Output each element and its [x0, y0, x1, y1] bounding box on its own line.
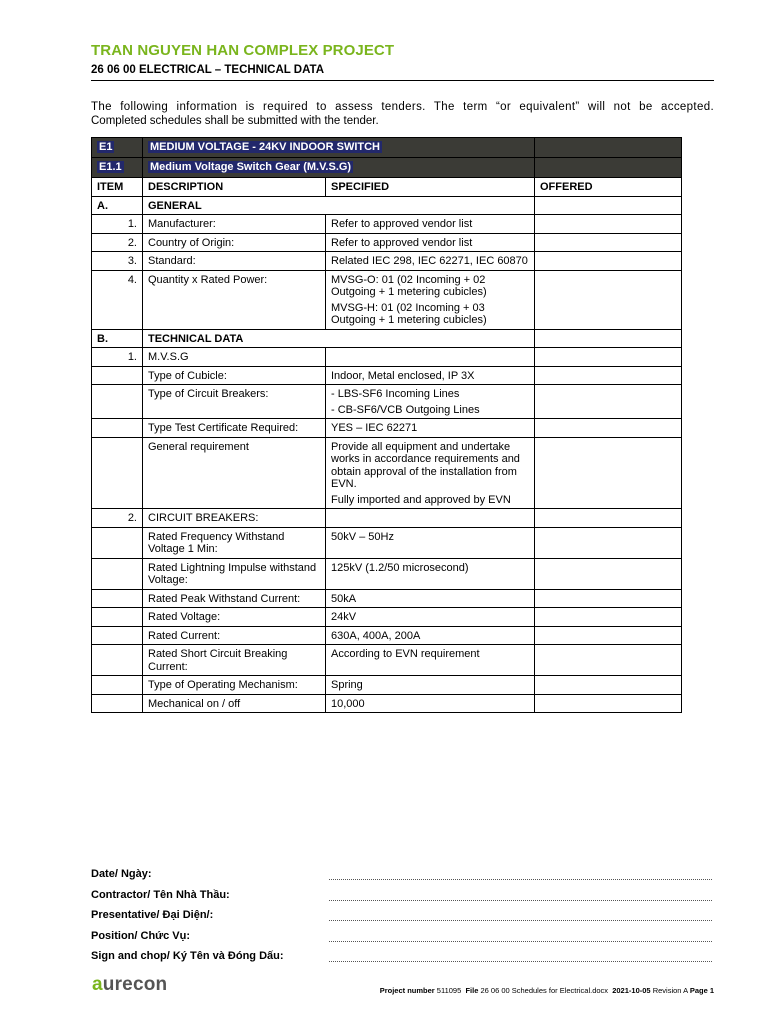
offered-cell	[535, 676, 682, 695]
offered-cell	[535, 558, 682, 589]
item-specified: 125kV (1.2/50 microsecond)	[326, 558, 535, 589]
section-heading: MEDIUM VOLTAGE - 24KV INDOOR SWITCH	[150, 141, 380, 153]
item-number	[92, 385, 143, 419]
offered-cell	[535, 252, 682, 271]
item-description: Type of Cubicle:	[143, 366, 326, 385]
subsection-band	[92, 158, 682, 178]
item-description: Rated Current:	[143, 626, 326, 645]
item-specified: Refer to approved vendor list	[326, 233, 535, 252]
item-description: Country of Origin:	[143, 233, 326, 252]
offered-cell	[535, 348, 682, 367]
offered-cell	[535, 233, 682, 252]
item-number	[92, 694, 143, 713]
signature-row-position	[91, 930, 714, 951]
project-number: 511095	[436, 986, 462, 995]
logo-mark: a	[92, 974, 103, 995]
table-row	[92, 676, 682, 695]
item-number	[92, 608, 143, 627]
group-title: TECHNICAL DATA	[143, 329, 535, 348]
col-header-offered: OFFERED	[535, 178, 682, 197]
offered-cell	[535, 196, 682, 215]
offered-cell	[535, 509, 682, 528]
item-specified: Related IEC 298, IEC 62271, IEC 60870	[326, 252, 535, 271]
offered-cell	[535, 385, 682, 419]
col-header-specified: SPECIFIED	[326, 178, 535, 197]
offered-cell	[535, 645, 682, 676]
offered-cell	[535, 329, 682, 348]
subgroup-row-mvsg	[92, 348, 682, 367]
signature-label: Position/ Chức Vụ:	[91, 929, 191, 942]
item-number: 3.	[92, 252, 143, 271]
item-specified: Refer to approved vendor list	[326, 215, 535, 234]
section-title-cell	[143, 138, 535, 158]
offered-cell	[535, 215, 682, 234]
file-name: 26 06 00 Schedules for Electrical.docx	[480, 986, 609, 995]
col-header-item: ITEM	[92, 178, 143, 197]
signature-label: Presentative/ Đại Diện/:	[91, 909, 214, 921]
item-specified	[326, 348, 535, 367]
item-specified: 24kV	[326, 608, 535, 627]
signature-fill-line[interactable]	[329, 961, 712, 962]
section-title: 26 06 00 ELECTRICAL – TECHNICAL DATA	[91, 64, 325, 76]
table-row	[92, 589, 682, 608]
signature-fill-line[interactable]	[329, 879, 712, 880]
item-number	[92, 589, 143, 608]
item-description: Rated Peak Withstand Current:	[143, 589, 326, 608]
item-specified: - LBS-SF6 Incoming Lines - CB-SF6/VCB Outgoing Lines	[326, 385, 535, 419]
item-number	[92, 366, 143, 385]
table-row	[92, 233, 682, 252]
item-specified: According to EVN requirement	[326, 645, 535, 676]
signature-fill-line[interactable]	[329, 941, 712, 942]
signature-row-contractor	[91, 889, 714, 910]
signature-block	[91, 868, 714, 971]
offered-cell	[535, 694, 682, 713]
offered-cell	[535, 419, 682, 438]
item-specified: Provide all equipment and undertake works in accordance requirements and obtain approval of the installation from EVN. Fully imported and approved by EVN	[326, 437, 535, 509]
subgroup-title: CIRCUIT BREAKERS:	[143, 509, 326, 528]
item-number: 2.	[92, 509, 143, 528]
signature-row-presentative	[91, 909, 714, 930]
offered-cell	[535, 270, 682, 329]
offered-cell	[535, 626, 682, 645]
item-number: 1.	[92, 348, 143, 367]
item-description: Mechanical on / off	[143, 694, 326, 713]
item-specified: 10,000	[326, 694, 535, 713]
signature-row-sign	[91, 950, 714, 971]
item-description: General requirement	[143, 437, 326, 509]
table-row	[92, 527, 682, 558]
signature-fill-line[interactable]	[329, 900, 712, 901]
section-empty-cell	[535, 138, 682, 158]
subsection-code: E1.1	[99, 161, 122, 173]
intro-line-2: Completed schedules shall be submitted with the tender.	[91, 115, 379, 127]
technical-data-table	[91, 137, 682, 713]
subsection-heading: Medium Voltage Switch Gear (M.V.S.G)	[150, 161, 352, 173]
subsection-title-cell	[143, 158, 535, 178]
item-number	[92, 676, 143, 695]
group-letter: A.	[92, 196, 143, 215]
subsection-code-cell	[92, 158, 143, 178]
item-description: Rated Lightning Impulse withstand Voltage:	[143, 558, 326, 589]
table-row	[92, 645, 682, 676]
offered-cell	[535, 366, 682, 385]
column-header-row	[92, 178, 682, 197]
table-row	[92, 437, 682, 509]
table-row	[92, 626, 682, 645]
signature-row-date	[91, 868, 714, 889]
table-row	[92, 366, 682, 385]
item-specified: Indoor, Metal enclosed, IP 3X	[326, 366, 535, 385]
item-number	[92, 645, 143, 676]
intro-line-1: The following information is required to assess tenders. The term “or equivalent” will not be accepted.	[91, 101, 714, 113]
table-row	[92, 252, 682, 271]
item-number	[92, 527, 143, 558]
item-number	[92, 419, 143, 438]
col-header-description: DESCRIPTION	[143, 178, 326, 197]
item-number: 4.	[92, 270, 143, 329]
group-title: GENERAL	[143, 196, 535, 215]
item-specified	[326, 509, 535, 528]
item-specified: 630A, 400A, 200A	[326, 626, 535, 645]
item-description: Type Test Certificate Required:	[143, 419, 326, 438]
item-description: Quantity x Rated Power:	[143, 270, 326, 329]
item-specified: Spring	[326, 676, 535, 695]
item-description: Type of Operating Mechanism:	[143, 676, 326, 695]
table-row	[92, 270, 682, 329]
offered-cell	[535, 589, 682, 608]
item-number: 2.	[92, 233, 143, 252]
offered-cell	[535, 527, 682, 558]
table-row	[92, 694, 682, 713]
item-specified: YES – IEC 62271	[326, 419, 535, 438]
table-row	[92, 558, 682, 589]
section-code-cell	[92, 138, 143, 158]
section-code: E1	[99, 141, 113, 153]
signature-fill-line[interactable]	[329, 920, 712, 921]
table-row	[92, 419, 682, 438]
section-band	[92, 138, 682, 158]
item-number: 1.	[92, 215, 143, 234]
item-description: Rated Voltage:	[143, 608, 326, 627]
item-description: Manufacturer:	[143, 215, 326, 234]
item-number	[92, 437, 143, 509]
item-description: Rated Frequency Withstand Voltage 1 Min:	[143, 527, 326, 558]
subgroup-title: M.V.S.G	[143, 348, 326, 367]
subgroup-row-breakers	[92, 509, 682, 528]
offered-cell	[535, 437, 682, 509]
group-letter: B.	[92, 329, 143, 348]
document-date: 2021-10-05	[612, 986, 651, 995]
item-number	[92, 626, 143, 645]
item-specified: MVSG-O: 01 (02 Incoming + 02 Outgoing + 1 metering cubicles) MVSG-H: 01 (02 Incoming + 03 Outgoing + 1 metering cubicles)	[326, 270, 535, 329]
offered-cell	[535, 608, 682, 627]
item-specified: 50kV – 50Hz	[326, 527, 535, 558]
item-number	[92, 558, 143, 589]
file-label: File	[465, 986, 479, 995]
signature-label: Date/ Ngày:	[91, 868, 152, 880]
intro-paragraph	[91, 100, 714, 128]
revision: Revision A	[652, 986, 688, 995]
table-row	[92, 608, 682, 627]
group-row-general	[92, 196, 682, 215]
page-footer	[380, 986, 714, 995]
page-number: Page 1	[689, 986, 714, 995]
project-title: TRAN NGUYEN HAN COMPLEX PROJECT	[91, 42, 395, 59]
table-row	[92, 215, 682, 234]
header-divider	[91, 80, 714, 81]
subsection-empty-cell	[535, 158, 682, 178]
item-description: Standard:	[143, 252, 326, 271]
signature-label: Sign and chop/ Ký Tên và Đóng Dấu:	[91, 950, 284, 962]
table-row	[92, 385, 682, 419]
group-row-technical	[92, 329, 682, 348]
aurecon-logo	[92, 974, 167, 996]
item-description: Type of Circuit Breakers:	[143, 385, 326, 419]
project-number-label: Project number	[379, 986, 435, 995]
item-description: Rated Short Circuit Breaking Current:	[143, 645, 326, 676]
item-specified: 50kA	[326, 589, 535, 608]
logo-text: urecon	[102, 974, 168, 995]
signature-label: Contractor/ Tên Nhà Thầu:	[91, 888, 230, 901]
